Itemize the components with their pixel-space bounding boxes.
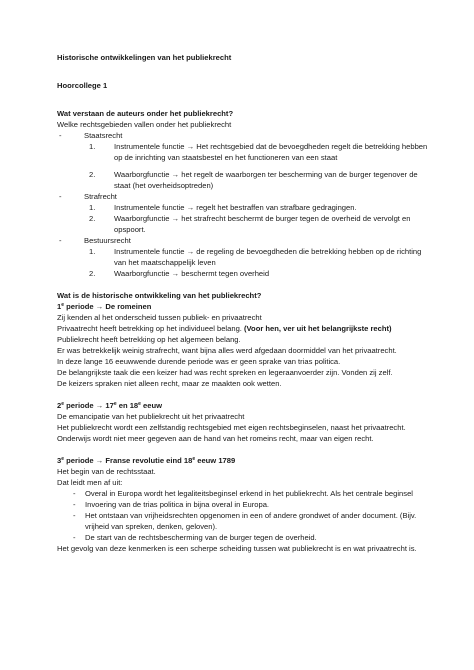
question-1-intro: Welke rechtsgebieden vallen onder het publiekrecht [57,120,232,129]
period-1-heading: 1e periode → De romeinen [57,302,152,311]
paragraph-line: De belangrijkste taak die een keizer had was recht spreken en legeraanvoerder zijn. Vonden zij zelf. [57,368,393,377]
paragraph-line: Het begin van de rechtsstaat. [57,467,156,476]
list-item: 1. Instrumentele functie → de regeling de bevoegdheden die betrekking hebben op de richting van het maatschappelijk leven [89,247,422,267]
paragraph-line: Dat leidt men af uit: [57,478,123,487]
list-item: - Overal in Europa wordt het legaliteitsbeginsel erkend in het publiekrecht. Als het centrale beginsel [57,488,429,499]
paragraph-line: Het publiekrecht wordt een zelfstandig rechtsgebied met eigen rechtsbeginselen, naast het privaatrecht. [57,423,406,432]
paragraph-line: Onderwijs wordt niet meer gegeven aan de hand van het romeins recht, maar van eigen recht. [57,434,374,443]
paragraph-line: Privaatrecht heeft betrekking op het individueel belang. (Voor hen, ver uit het belangrijkste recht) [57,324,392,333]
question-1-heading: Wat verstaan de auteurs onder het publiekrecht? [57,109,234,118]
list-item: 2. Waarborgfunctie → beschermt tegen overheid [89,269,270,278]
paragraph-line: De emancipatie van het publiekrecht uit het privaatrecht [57,412,245,421]
paragraph-line: De keizers spraken niet alleen recht, maar ze maakten ook wetten. [57,379,282,388]
list-item: - Het ontstaan van vrijheidsrechten opgenomen in een of andere grondwet of ander document. (Bijv. vrijheid van spreken, denken, geloven). [57,510,429,532]
paragraph-line: Publiekrecht heeft betrekking op het algemeen belang. [57,335,241,344]
document-title: Historische ontwikkelingen van het publiekrecht [57,53,232,62]
list-item: - Invoering van de trias politica in bijna overal in Europa. [57,499,429,510]
period-2-heading: 2e periode → $17^e$ en 18e eeuw [57,401,163,410]
list-item: 1. Instrumentele functie → Het rechtsgebied dat de bevoegdheden regelt die betrekking hebben op de inrichting van staatsbestel en het functioneren van een staat [89,142,428,162]
paragraph-line: Er was betrekkelijk weinig strafrecht, want bijna alles werd afgedaan doormiddel van het privaatrecht. [57,346,397,355]
bold-note: (Voor hen, ver uit het belangrijkste recht) [244,324,392,333]
paragraph-line: Zij kenden al het onderscheid tussen publiek- en privaatrecht [57,313,262,322]
paragraph-line: In deze lange 16 eeuwwende durende periode was er geen sprake van trias politica. [57,357,341,366]
list-item: 2. Waarborgfunctie → het regelt de waarborgen ter bescherming van de burger tegenover de staat (het overheidsoptreden) [89,170,418,190]
area-bestuursrecht: - Bestuursrecht [57,235,429,246]
area-staatsrecht: - Staatsrecht [57,130,429,141]
area-strafrecht: - Strafrecht [57,191,429,202]
period-3-heading: 3e periode → Franse revolutie eind 18e eeuw 1789 [57,456,236,465]
list-item: - De start van de rechtsbescherming van de burger tegen de overheid. [57,532,429,543]
list-item: 2. Waarborgfunctie → het strafrecht beschermt de burger tegen de overheid de vervolgt en opspoort. [89,214,411,234]
lecture-heading: Hoorcollege 1 [57,81,108,90]
closing-paragraph: Het gevolg van deze kenmerken is een scherpe scheiding tussen wat publiekrecht is en wat privaatrecht is. [57,544,417,553]
document-page [57,52,429,554]
question-2-heading: Wat is de historische ontwikkeling van het publiekrecht? [57,291,262,300]
list-item: 1. Instrumentele functie → regelt het bestraffen van strafbare gedragingen. [89,203,357,212]
